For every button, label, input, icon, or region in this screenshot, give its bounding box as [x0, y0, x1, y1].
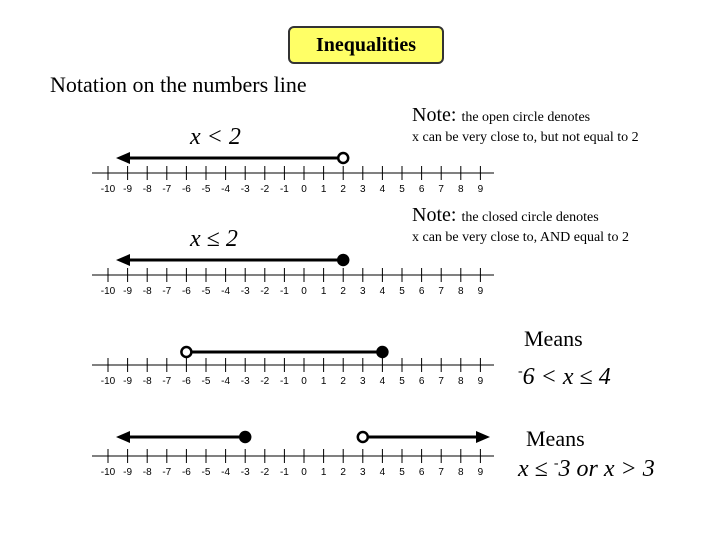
tick-label: 8: [458, 376, 464, 387]
note1-head-rest: the open circle denotes: [461, 110, 591, 125]
tick-label: -2: [260, 286, 270, 297]
tick-label: -4: [221, 467, 231, 478]
closed-circle: [377, 347, 387, 357]
tick-label: 3: [360, 467, 366, 478]
tick-label: 2: [340, 467, 346, 478]
tick-label: 7: [438, 376, 444, 387]
tick-label: 9: [477, 467, 484, 478]
open-circle: [181, 347, 191, 357]
tick-label: -6: [181, 467, 191, 478]
tick-label: -7: [162, 467, 172, 478]
open-circle: [338, 153, 348, 163]
tick-label: -10: [100, 184, 116, 195]
tick-label: -10: [100, 286, 116, 297]
tick-label: 1: [320, 184, 327, 195]
tick-label: 8: [458, 467, 464, 478]
tick-label: -6: [181, 184, 191, 195]
tick-label: 6: [418, 286, 425, 297]
tick-label: -1: [279, 184, 289, 195]
tick-label: 1: [320, 376, 327, 387]
note2-line: x can be very close to, AND equal to 2: [412, 230, 629, 245]
title: Inequalities: [315, 33, 417, 56]
tick-label: -7: [162, 184, 172, 195]
tick-label: -7: [162, 286, 172, 297]
tick-label: -6: [181, 376, 191, 387]
tick-label: 1: [320, 467, 327, 478]
arrow-head-left: [116, 254, 130, 266]
tick-label: -1: [279, 376, 289, 387]
tick-label: 5: [399, 467, 405, 478]
note2-head-rest: the closed circle denotes: [461, 210, 599, 225]
tick-label: 0: [301, 376, 307, 387]
tick-label: 2: [340, 286, 346, 297]
tick-label: 6: [418, 467, 425, 478]
tick-label: -8: [142, 184, 152, 195]
expr2-neg: -: [553, 456, 559, 471]
tick-label: -2: [260, 376, 270, 387]
tick-label: -4: [221, 376, 231, 387]
inequality-1: x < 2: [190, 124, 241, 150]
tick-label: -4: [221, 286, 231, 297]
tick-label: -2: [260, 467, 270, 478]
tick-label: 4: [379, 467, 386, 478]
note2-head: Note:: [412, 204, 457, 226]
tick-label: 3: [360, 376, 366, 387]
tick-label: 0: [301, 286, 307, 297]
tick-label: -9: [123, 286, 133, 297]
tick-label: -6: [181, 286, 191, 297]
tick-label: 3: [360, 184, 366, 195]
tick-label: 7: [438, 467, 444, 478]
expr1-neg: -: [518, 364, 523, 379]
tick-label: -5: [201, 184, 211, 195]
tick-label: -3: [240, 467, 250, 478]
tick-label: -3: [240, 286, 250, 297]
tick-label: -4: [221, 184, 231, 195]
note1-head: Note:: [412, 104, 457, 126]
tick-label: 9: [477, 184, 484, 195]
tick-label: 9: [477, 286, 484, 297]
tick-label: -5: [201, 286, 211, 297]
expr2-b: 3 or x > 3: [558, 456, 655, 482]
tick-label: -10: [100, 376, 116, 387]
tick-label: 8: [458, 286, 464, 297]
arrow-head-right: [476, 431, 490, 443]
tick-label: 6: [418, 376, 425, 387]
tick-label: -3: [240, 184, 250, 195]
subtitle: Notation on the numbers line: [50, 72, 307, 97]
tick-label: -8: [142, 286, 152, 297]
note1-line: x can be very close to, but not equal to 2: [412, 130, 639, 145]
tick-label: -9: [123, 184, 133, 195]
tick-label: 5: [399, 184, 405, 195]
means-label-2: Means: [526, 426, 585, 451]
expr1-text: 6 < x ≤ 4: [522, 364, 611, 390]
tick-label: 8: [458, 184, 464, 195]
tick-label: -10: [100, 467, 116, 478]
tick-label: -9: [123, 376, 133, 387]
tick-label: 7: [438, 286, 444, 297]
tick-label: 7: [438, 184, 444, 195]
tick-label: -7: [162, 376, 172, 387]
expr2-a: x ≤: [518, 456, 554, 482]
tick-label: 4: [379, 286, 386, 297]
tick-label: 9: [477, 376, 484, 387]
open-circle: [358, 432, 368, 442]
tick-label: 0: [301, 467, 307, 478]
tick-label: 2: [340, 184, 346, 195]
tick-label: 5: [399, 286, 405, 297]
tick-label: -8: [142, 376, 152, 387]
closed-circle: [240, 432, 250, 442]
closed-circle: [338, 255, 348, 265]
arrow-head-left: [116, 152, 130, 164]
tick-label: -5: [201, 467, 211, 478]
tick-label: 0: [301, 184, 307, 195]
tick-label: 3: [360, 286, 366, 297]
inequality-2: x ≤ 2: [190, 226, 238, 252]
tick-label: -3: [240, 376, 250, 387]
arrow-head-left: [116, 431, 130, 443]
tick-label: 4: [379, 376, 386, 387]
tick-label: -5: [201, 376, 211, 387]
tick-label: -1: [279, 467, 289, 478]
tick-label: -8: [142, 467, 152, 478]
tick-label: 2: [340, 376, 346, 387]
tick-label: -2: [260, 184, 270, 195]
tick-label: 5: [399, 376, 405, 387]
tick-label: -1: [279, 286, 289, 297]
tick-label: 4: [379, 184, 386, 195]
tick-label: 6: [418, 184, 425, 195]
means-label-1: Means: [524, 326, 583, 351]
tick-label: 1: [320, 286, 327, 297]
tick-label: -9: [123, 467, 133, 478]
